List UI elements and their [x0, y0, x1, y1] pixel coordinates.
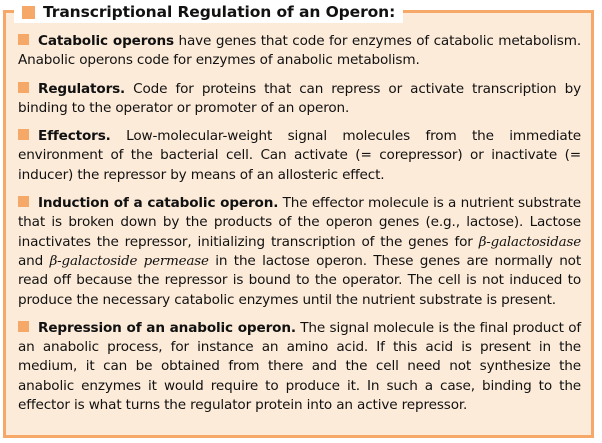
- box-title: Transcriptional Regulation of an Operon:: [43, 3, 396, 21]
- bullet-square-icon: [18, 129, 29, 140]
- bullet-square-icon: [18, 82, 29, 93]
- paragraph-text: The effector molecule is a nutrient substrate that is broken down by the products of the operon genes (e.g., lactose). Lactose inactivates the repressor, initializing transcription of the genes for: [18, 195, 582, 250]
- enzyme-name-italic: β-galactoside permease: [49, 253, 209, 269]
- paragraph-lead: Regulators.: [38, 80, 126, 97]
- box-content: [18, 32, 581, 415]
- paragraph-induction: [18, 194, 581, 310]
- box-header: [14, 1, 403, 23]
- paragraph-text: Code for proteins that can repress or activate transcription by binding to the operator or promoter of an operon.: [18, 80, 581, 116]
- paragraph-regulators: [18, 80, 581, 119]
- paragraph-lead: Repression of an anabolic operon.: [38, 319, 296, 336]
- paragraph-repression: [18, 319, 581, 415]
- paragraph-catabolic-operons: [18, 32, 581, 71]
- paragraph-text: and: [18, 252, 50, 269]
- enzyme-name-italic: β-galactosidase: [478, 234, 581, 250]
- paragraph-effectors: [18, 127, 581, 185]
- bullet-square-icon: [18, 196, 29, 207]
- paragraph-lead: Effectors.: [38, 128, 111, 145]
- paragraph-text: Low-molecular-weight signal molecules from the immediate environment of the bacterial cell. Can activate (= corepressor) or inactivate (= inducer) the repressor by means of an allosteric effect.: [18, 128, 581, 183]
- title-square-icon: [22, 6, 35, 19]
- paragraph-text: The signal molecule is the final product of an anabolic process, for instance an amino acid. If this acid is present in the medium, it can be obtained from there and the cell need not synthesize the anabolic enzymes it would require to produce it. In such a case, binding to the effector is what turns the regulator protein into an active repressor.: [18, 319, 581, 414]
- paragraph-text: have genes that code for enzymes of catabolic metabolism. Anabolic operons code for enzymes of anabolic metabolism.: [18, 33, 581, 69]
- paragraph-lead: Induction of a catabolic operon.: [38, 195, 279, 212]
- paragraph-text: in the lactose operon. These genes are normally not read off because the repressor is bound to the operator. The cell is not induced to produce the necessary catabolic enzymes until the nutrient substrate is present.: [18, 252, 582, 308]
- bullet-square-icon: [18, 34, 29, 45]
- paragraph-lead: Catabolic operons: [38, 33, 174, 49]
- bullet-square-icon: [18, 321, 29, 332]
